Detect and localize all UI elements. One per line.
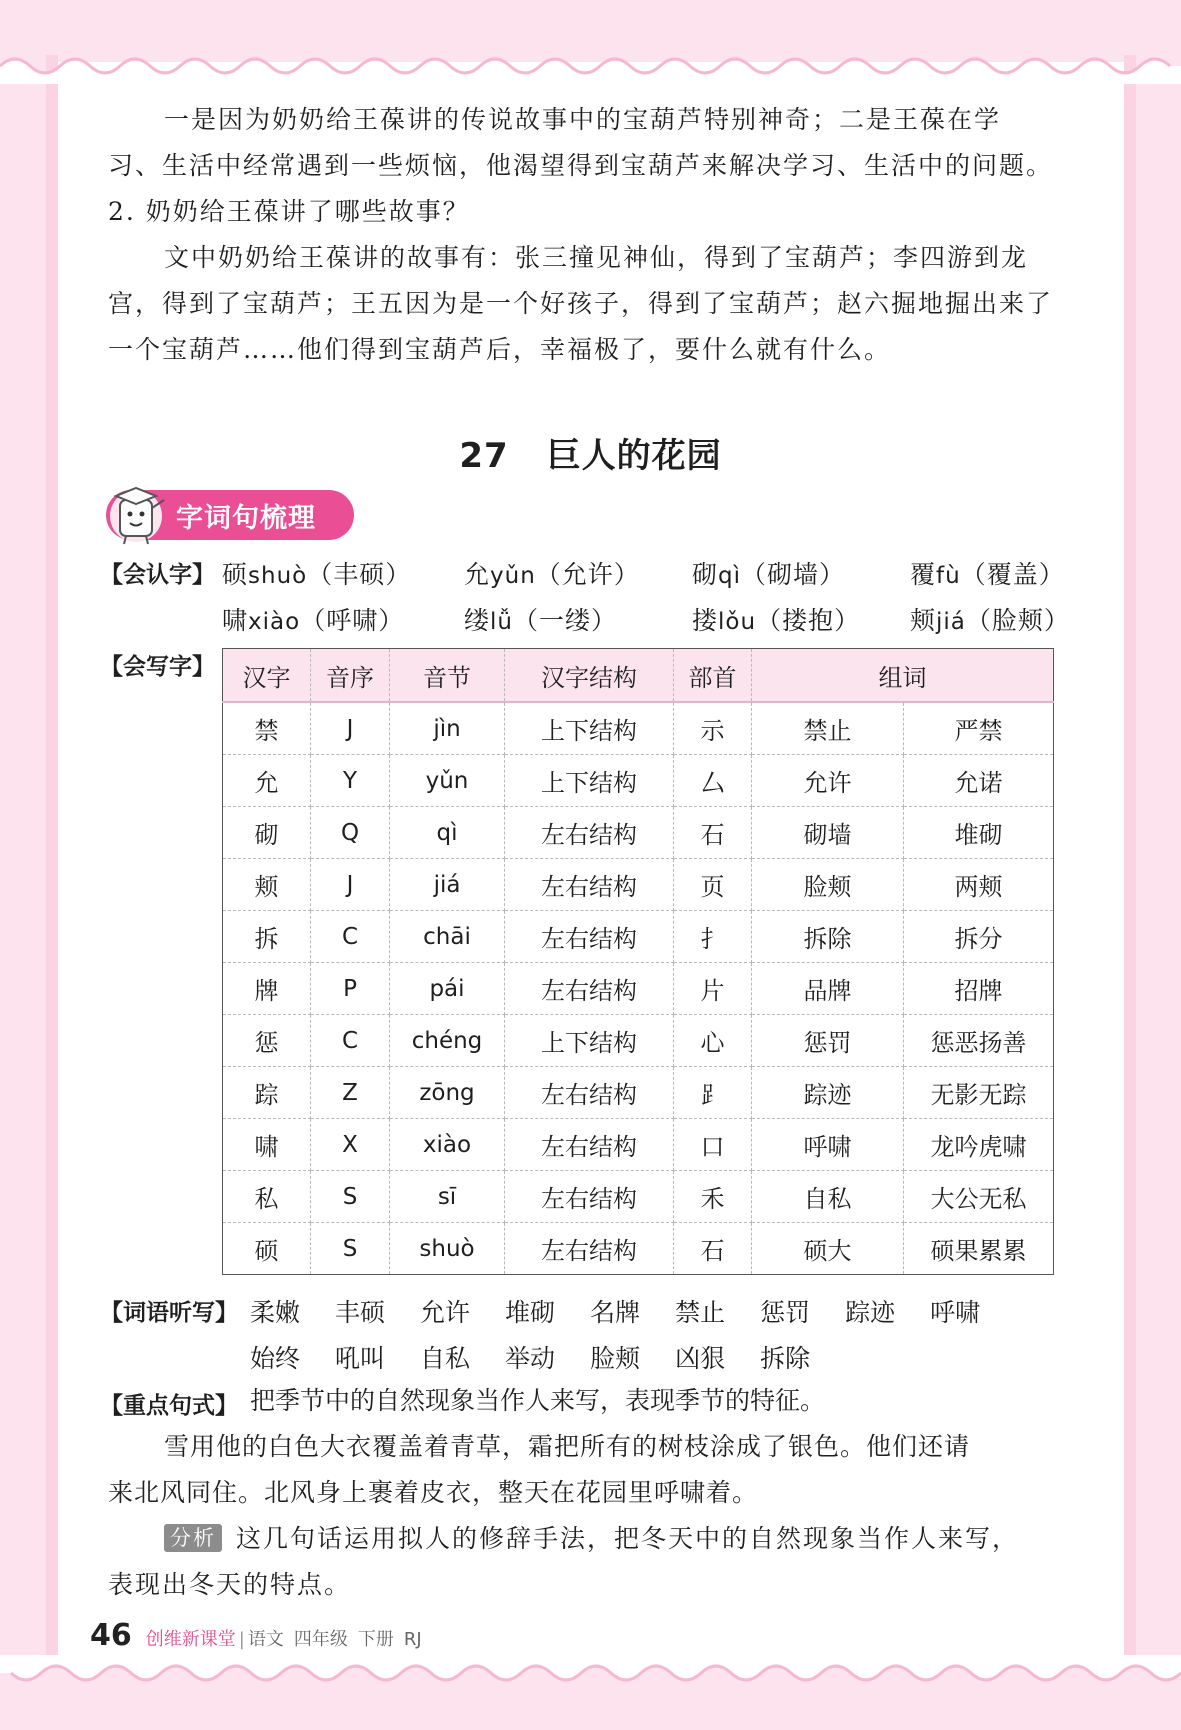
cell-hanzi: 砌: [223, 807, 311, 859]
cell-bushou: 扌: [674, 911, 752, 963]
footer-subject: 语文: [247, 1629, 284, 1650]
dictation-word: 踪迹: [845, 1298, 896, 1327]
cell-zuci: 无影无踪: [904, 1067, 1054, 1119]
table-row: [223, 963, 1054, 1015]
cell-hanzi: 踪: [223, 1067, 311, 1119]
table-row: [223, 1119, 1054, 1171]
cell-zuci: 硕果累累: [904, 1223, 1054, 1275]
cell-zuci: 大公无私: [904, 1171, 1054, 1223]
table-row: [223, 702, 1054, 755]
cell-zuci: 脸颊: [752, 859, 904, 911]
table-row: [223, 1015, 1054, 1067]
dictation-word: 惩罚: [760, 1298, 811, 1327]
dictation-word: 拆除: [760, 1344, 811, 1373]
cell-zuci: 自私: [752, 1171, 904, 1223]
cell-yinxu: S: [311, 1223, 390, 1275]
dictation-word: 始终: [250, 1344, 301, 1373]
frame-left-stripe: [46, 55, 58, 1667]
table-row: [223, 859, 1054, 911]
cell-bushou: 心: [674, 1015, 752, 1067]
tingxie-row-2: [250, 1339, 845, 1375]
cell-yinjie: shuò: [390, 1223, 505, 1275]
cell-yinjie: chéng: [390, 1015, 505, 1067]
dictation-word: 举动: [505, 1344, 556, 1373]
question-2: 2. 奶奶给王葆讲了哪些故事？: [108, 197, 470, 226]
cell-zuci: 允诺: [904, 755, 1054, 807]
cell-jiegou: 左右结构: [505, 911, 674, 963]
renzi-item: 缕lǚ（一缕）: [464, 606, 617, 635]
analysis-line-1: [164, 1522, 1019, 1556]
table-row: [223, 911, 1054, 963]
cell-bushou: 口: [674, 1119, 752, 1171]
cell-yinjie: sī: [390, 1171, 505, 1223]
cell-zuci: 两颊: [904, 859, 1054, 911]
cell-jiegou: 左右结构: [505, 859, 674, 911]
cell-yinjie: yǔn: [390, 755, 505, 807]
cell-zuci: 呼啸: [752, 1119, 904, 1171]
renzi-item: 允yǔn（允许）: [464, 560, 640, 589]
cell-zuci: 允许: [752, 755, 904, 807]
dictation-word: 禁止: [675, 1298, 726, 1327]
header-yinjie: 音节: [390, 649, 505, 703]
juzi-label: 【重点句式】: [100, 1393, 238, 1419]
cell-bushou: 页: [674, 859, 752, 911]
cell-bushou: 示: [674, 702, 752, 755]
dictation-word: 吼叫: [335, 1344, 386, 1373]
cell-jiegou: 左右结构: [505, 1223, 674, 1275]
cell-yinjie: jìn: [390, 702, 505, 755]
top-wave-border: [0, 44, 1181, 84]
example-line-2: 来北风同住。北风身上裹着皮衣，整天在花园里呼啸着。: [108, 1478, 759, 1507]
footer-separator: |: [238, 1629, 245, 1650]
answer-line-2: 宫，得到了宝葫芦；王五因为是一个好孩子，得到了宝葫芦；赵六掘地掘出来了: [108, 289, 1054, 318]
header-jiegou: 汉字结构: [505, 649, 674, 703]
header-yinxu: 音序: [311, 649, 390, 703]
cell-jiegou: 上下结构: [505, 702, 674, 755]
renzi-label: 【会认字】: [100, 562, 215, 588]
footer-volume: 下册: [357, 1629, 394, 1650]
dictation-word: 名牌: [590, 1298, 641, 1327]
cell-zuci: 惩恶扬善: [904, 1015, 1054, 1067]
page-footer: [90, 1618, 422, 1653]
example-line-1: 雪用他的白色大衣覆盖着青草，霜把所有的树枝涂成了银色。他们还请: [164, 1432, 971, 1461]
xiezi-table: [222, 648, 1054, 1275]
answer-line-3: 一个宝葫芦……他们得到宝葫芦后，幸福极了，要什么就有什么。: [108, 335, 892, 364]
renzi-item: 啸xiào（呼啸）: [222, 606, 405, 635]
cell-jiegou: 左右结构: [505, 1067, 674, 1119]
cell-bushou: 片: [674, 963, 752, 1015]
cell-zuci: 拆分: [904, 911, 1054, 963]
bottom-wave-border: [0, 1655, 1181, 1695]
renzi-item: 覆fù（覆盖）: [910, 560, 1065, 589]
cell-yinxu: Q: [311, 807, 390, 859]
tingxie-label: 【词语听写】: [100, 1300, 238, 1326]
cell-zuci: 惩罚: [752, 1015, 904, 1067]
cell-yinxu: C: [311, 911, 390, 963]
lesson-name: 巨人的花园: [546, 436, 722, 476]
cell-yinxu: C: [311, 1015, 390, 1067]
analysis-text: 这几句话运用拟人的修辞手法，把冬天中的自然现象当作人来写，: [236, 1524, 1020, 1553]
footer-grade: 四年级: [293, 1629, 348, 1650]
cell-zuci: 砌墙: [752, 807, 904, 859]
footer-brand: 创维新课堂: [145, 1629, 236, 1650]
cell-zuci: 品牌: [752, 963, 904, 1015]
analysis-line-2: 表现出冬天的特点。: [108, 1570, 352, 1599]
cell-yinxu: Z: [311, 1067, 390, 1119]
dictation-word: 呼啸: [930, 1298, 981, 1327]
table-row: [223, 755, 1054, 807]
cell-jiegou: 左右结构: [505, 1171, 674, 1223]
cell-bushou: 石: [674, 1223, 752, 1275]
table-header-row: [223, 649, 1054, 703]
cell-zuci: 招牌: [904, 963, 1054, 1015]
cell-jiegou: 左右结构: [505, 963, 674, 1015]
cell-yinjie: xiào: [390, 1119, 505, 1171]
section-badge: [106, 490, 354, 540]
cell-bushou: ⻊: [674, 1067, 752, 1119]
renzi-item: 搂lǒu（搂抱）: [692, 606, 861, 635]
renzi-item: 颊jiá（脸颊）: [910, 606, 1070, 635]
table-row: [223, 1223, 1054, 1275]
dictation-word: 允许: [420, 1298, 471, 1327]
lesson-number: 27: [459, 436, 509, 476]
dictation-word: 堆砌: [505, 1298, 556, 1327]
cartoon-book-icon: [106, 482, 172, 548]
header-bushou: 部首: [674, 649, 752, 703]
intro-line-2: 习、生活中经常遇到一些烦恼，他渴望得到宝葫芦来解决学习、生活中的问题。: [108, 151, 1054, 180]
dictation-word: 自私: [420, 1344, 471, 1373]
xiezi-label: 【会写字】: [100, 654, 215, 680]
cell-hanzi: 硕: [223, 1223, 311, 1275]
dictation-word: 丰硕: [335, 1298, 386, 1327]
cell-zuci: 严禁: [904, 702, 1054, 755]
cell-zuci: 硕大: [752, 1223, 904, 1275]
cell-zuci: 禁止: [752, 702, 904, 755]
intro-line-1: 一是因为奶奶给王葆讲的传说故事中的宝葫芦特别神奇；二是王葆在学: [164, 105, 1002, 134]
juzi-pattern: 把季节中的自然现象当作人来写，表现季节的特征。: [250, 1386, 826, 1415]
frame-right-stripe: [1124, 55, 1136, 1667]
header-zuci: 组词: [752, 649, 1054, 703]
table-row: [223, 1171, 1054, 1223]
table-row: [223, 807, 1054, 859]
footer-edition: RJ: [403, 1629, 422, 1650]
cell-yinjie: jiá: [390, 859, 505, 911]
cell-bushou: 厶: [674, 755, 752, 807]
cell-hanzi: 允: [223, 755, 311, 807]
cell-hanzi: 惩: [223, 1015, 311, 1067]
cell-hanzi: 禁: [223, 702, 311, 755]
cell-jiegou: 左右结构: [505, 807, 674, 859]
cell-yinjie: zōng: [390, 1067, 505, 1119]
section-badge-label: 字词句梳理: [176, 503, 316, 534]
cell-zuci: 踪迹: [752, 1067, 904, 1119]
cell-jiegou: 左右结构: [505, 1119, 674, 1171]
answer-line-1: 文中奶奶给王葆讲的故事有：张三撞见神仙，得到了宝葫芦；李四游到龙: [164, 243, 1029, 272]
cell-yinxu: Y: [311, 755, 390, 807]
cell-bushou: 禾: [674, 1171, 752, 1223]
cell-yinxu: J: [311, 859, 390, 911]
cell-zuci: 堆砌: [904, 807, 1054, 859]
cell-hanzi: 啸: [223, 1119, 311, 1171]
cell-yinxu: J: [311, 702, 390, 755]
cell-yinxu: P: [311, 963, 390, 1015]
cell-hanzi: 拆: [223, 911, 311, 963]
cell-jiegou: 上下结构: [505, 1015, 674, 1067]
dictation-word: 柔嫩: [250, 1298, 301, 1327]
cell-yinjie: pái: [390, 963, 505, 1015]
dictation-word: 凶狠: [675, 1344, 726, 1373]
cell-jiegou: 上下结构: [505, 755, 674, 807]
lesson-title: [0, 428, 1181, 477]
dictation-word: 脸颊: [590, 1344, 641, 1373]
header-hanzi: 汉字: [223, 649, 311, 703]
cell-zuci: 拆除: [752, 911, 904, 963]
renzi-item: 硕shuò（丰硕）: [222, 560, 412, 589]
cell-hanzi: 私: [223, 1171, 311, 1223]
cell-bushou: 石: [674, 807, 752, 859]
cell-hanzi: 牌: [223, 963, 311, 1015]
tingxie-row-1: [250, 1293, 1015, 1329]
page-number: 46: [90, 1618, 132, 1653]
table-row: [223, 1067, 1054, 1119]
cell-hanzi: 颊: [223, 859, 311, 911]
cell-yinjie: qì: [390, 807, 505, 859]
analysis-tag: 分析: [164, 1524, 222, 1552]
cell-yinxu: S: [311, 1171, 390, 1223]
renzi-item: 砌qì（砌墙）: [692, 560, 846, 589]
cell-yinjie: chāi: [390, 911, 505, 963]
cell-zuci: 龙吟虎啸: [904, 1119, 1054, 1171]
cell-yinxu: X: [311, 1119, 390, 1171]
